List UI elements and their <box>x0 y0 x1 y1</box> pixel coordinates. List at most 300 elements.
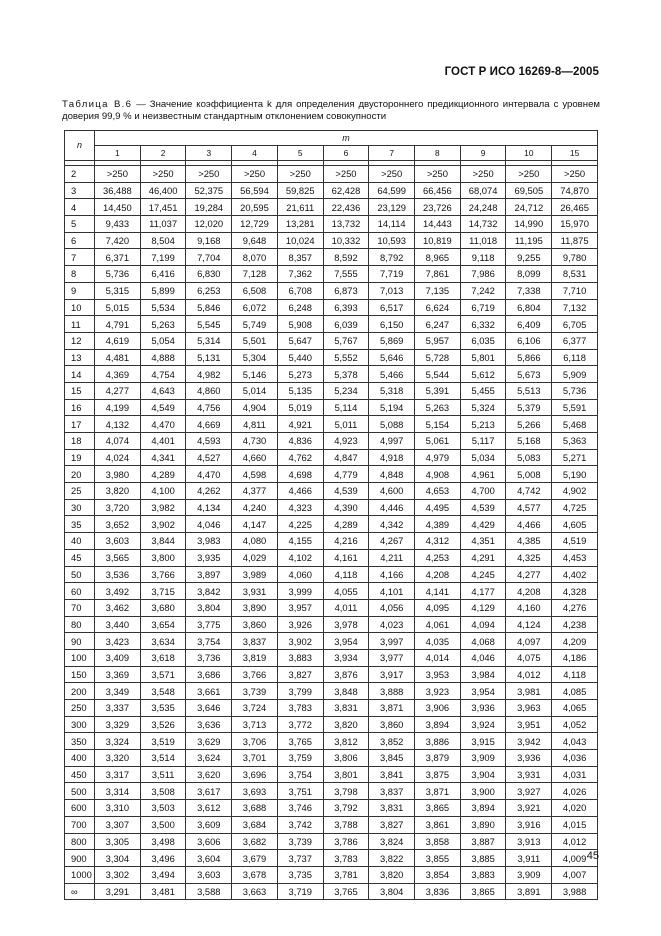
n-cell: 6 <box>65 232 95 249</box>
column-header-m-value: 9 <box>460 146 506 161</box>
k-value-cell: 11,875 <box>552 232 598 249</box>
k-value-cell: 19,284 <box>186 199 232 216</box>
table-row <box>65 633 598 650</box>
k-value-cell: 8,070 <box>232 249 278 266</box>
k-value-cell: 5,612 <box>460 366 506 383</box>
n-cell: 9 <box>65 282 95 299</box>
k-value-cell: 3,906 <box>415 700 461 717</box>
k-value-cell: 3,500 <box>140 816 186 833</box>
k-value-cell: 4,527 <box>186 449 232 466</box>
k-value-cell: 3,931 <box>506 766 552 783</box>
k-value-cell: 3,620 <box>186 766 232 783</box>
k-value-cell: 4,811 <box>232 416 278 433</box>
k-value-cell: 4,470 <box>140 416 186 433</box>
k-value-cell: 5,314 <box>186 332 232 349</box>
table-row <box>65 399 598 416</box>
n-cell: 16 <box>65 399 95 416</box>
k-value-cell: 5,318 <box>369 382 415 399</box>
k-value-cell: 3,736 <box>186 649 232 666</box>
table-row <box>65 249 598 266</box>
n-cell: 25 <box>65 483 95 500</box>
k-value-cell: 4,600 <box>369 483 415 500</box>
k-value-cell: 7,128 <box>232 266 278 283</box>
k-value-cell: 5,011 <box>323 416 369 433</box>
k-value-cell: 5,194 <box>369 399 415 416</box>
k-value-cell: 6,072 <box>232 299 278 316</box>
k-value-cell: 3,565 <box>95 549 141 566</box>
k-value-cell: 3,772 <box>277 716 323 733</box>
k-value-cell: 14,732 <box>460 216 506 233</box>
k-value-cell: 62,428 <box>323 182 369 199</box>
k-value-cell: 3,519 <box>140 733 186 750</box>
k-value-cell: 6,708 <box>277 282 323 299</box>
k-value-cell: 5,088 <box>369 416 415 433</box>
n-cell: 5 <box>65 216 95 233</box>
table-row <box>65 850 598 867</box>
k-value-cell: 3,786 <box>323 833 369 850</box>
k-value-cell: 3,820 <box>369 866 415 883</box>
table-row <box>65 216 598 233</box>
k-value-cell: 4,253 <box>415 549 461 566</box>
k-value-cell: 5,468 <box>552 416 598 433</box>
k-value-cell: 4,847 <box>323 449 369 466</box>
k-value-cell: 5,263 <box>140 316 186 333</box>
k-value-cell: 3,855 <box>415 850 461 867</box>
k-value-cell: 5,646 <box>369 349 415 366</box>
n-cell: 12 <box>65 332 95 349</box>
k-value-cell: 3,875 <box>415 766 461 783</box>
table-row <box>65 516 598 533</box>
k-value-cell: 3,349 <box>95 683 141 700</box>
k-value-cell: 3,423 <box>95 633 141 650</box>
k-value-cell: 3,766 <box>140 566 186 583</box>
k-value-cell: 26,465 <box>552 199 598 216</box>
k-value-cell: 4,756 <box>186 399 232 416</box>
k-value-cell: 9,780 <box>552 249 598 266</box>
k-value-cell: 4,014 <box>415 649 461 666</box>
k-value-cell: 3,302 <box>95 866 141 883</box>
k-value-cell: 4,129 <box>460 599 506 616</box>
k-value-cell: 3,765 <box>323 883 369 900</box>
k-value-cell: 6,624 <box>415 299 461 316</box>
k-value-cell: 5,135 <box>277 382 323 399</box>
k-value-cell: 5,534 <box>140 299 186 316</box>
column-header-m-value: 6 <box>323 146 369 161</box>
k-value-cell: 3,822 <box>369 850 415 867</box>
k-value-cell: 64,599 <box>369 182 415 199</box>
k-value-cell: 4,762 <box>277 449 323 466</box>
table-row <box>65 750 598 767</box>
k-value-cell: 4,791 <box>95 316 141 333</box>
k-value-cell: 9,648 <box>232 232 278 249</box>
k-value-cell: 4,060 <box>277 566 323 583</box>
k-value-cell: 3,951 <box>506 716 552 733</box>
k-value-cell: 4,539 <box>323 483 369 500</box>
k-value-cell: 5,154 <box>415 416 461 433</box>
k-value-cell: 6,393 <box>323 299 369 316</box>
k-value-cell: 3,876 <box>323 666 369 683</box>
k-value-cell: 4,519 <box>552 533 598 550</box>
k-value-cell: 3,861 <box>415 816 461 833</box>
k-value-cell: 3,837 <box>369 783 415 800</box>
k-value-cell: 4,979 <box>415 449 461 466</box>
k-value-cell: 4,015 <box>552 816 598 833</box>
n-cell: ∞ <box>65 883 95 900</box>
k-value-cell: 5,014 <box>232 382 278 399</box>
n-cell: 100 <box>65 649 95 666</box>
table-row <box>65 232 598 249</box>
k-value-cell: 4,031 <box>552 766 598 783</box>
k-value-cell: 3,754 <box>277 766 323 783</box>
table-row <box>65 466 598 483</box>
k-value-cell: >250 <box>506 166 552 183</box>
k-value-cell: 3,369 <box>95 666 141 683</box>
n-cell: 2 <box>65 166 95 183</box>
k-value-cell: 5,440 <box>277 349 323 366</box>
k-value-cell: 4,055 <box>323 583 369 600</box>
k-value-cell: 5,146 <box>232 366 278 383</box>
k-value-cell: 4,043 <box>552 733 598 750</box>
n-cell: 11 <box>65 316 95 333</box>
page-number: 45 <box>586 850 599 862</box>
k-value-cell: 4,754 <box>140 366 186 383</box>
table-row <box>65 833 598 850</box>
k-value-cell: 7,338 <box>506 282 552 299</box>
k-value-cell: 4,094 <box>460 616 506 633</box>
k-value-cell: 4,698 <box>277 466 323 483</box>
k-value-cell: 3,988 <box>552 883 598 900</box>
column-header-m-value: 8 <box>415 146 461 161</box>
k-value-cell: 3,820 <box>323 716 369 733</box>
k-value-cell: 4,389 <box>415 516 461 533</box>
k-value-cell: 4,289 <box>140 466 186 483</box>
k-value-cell: 6,377 <box>552 332 598 349</box>
k-value-cell: 3,900 <box>460 783 506 800</box>
n-cell: 600 <box>65 800 95 817</box>
n-cell: 150 <box>65 666 95 683</box>
n-cell: 500 <box>65 783 95 800</box>
k-value-cell: 4,134 <box>186 499 232 516</box>
column-header-m-value: 4 <box>232 146 278 161</box>
k-value-cell: 4,075 <box>506 649 552 666</box>
table-row <box>65 616 598 633</box>
k-value-cell: 4,577 <box>506 499 552 516</box>
k-value-cell: 4,730 <box>232 433 278 450</box>
k-value-cell: 4,619 <box>95 332 141 349</box>
k-value-cell: 3,746 <box>277 800 323 817</box>
k-value-cell: 6,039 <box>323 316 369 333</box>
table-row <box>65 533 598 550</box>
k-value-cell: 7,132 <box>552 299 598 316</box>
k-value-cell: 3,682 <box>232 833 278 850</box>
k-value-cell: 4,742 <box>506 483 552 500</box>
k-value-cell: 3,935 <box>186 549 232 566</box>
column-header-m-value: 15 <box>552 146 598 161</box>
table-row <box>65 566 598 583</box>
k-value-cell: 3,879 <box>415 750 461 767</box>
k-value-cell: 3,701 <box>232 750 278 767</box>
k-value-cell: 4,669 <box>186 416 232 433</box>
table-row <box>65 866 598 883</box>
k-value-cell: 5,908 <box>277 316 323 333</box>
n-cell: 800 <box>65 833 95 850</box>
k-value-cell: 5,866 <box>506 349 552 366</box>
k-value-cell: 4,036 <box>552 750 598 767</box>
k-value-cell: 3,860 <box>369 716 415 733</box>
k-value-cell: 3,963 <box>506 700 552 717</box>
k-value-cell: 5,083 <box>506 449 552 466</box>
k-value-cell: 3,494 <box>140 866 186 883</box>
n-cell: 4 <box>65 199 95 216</box>
k-value-cell: 11,018 <box>460 232 506 249</box>
k-value-cell: 3,824 <box>369 833 415 850</box>
k-value-cell: 3,739 <box>277 833 323 850</box>
k-value-cell: 8,504 <box>140 232 186 249</box>
k-value-cell: 3,492 <box>95 583 141 600</box>
k-value-cell: 3,314 <box>95 783 141 800</box>
k-value-cell: 3,887 <box>460 833 506 850</box>
k-value-cell: 5,379 <box>506 399 552 416</box>
k-value-cell: 3,680 <box>140 599 186 616</box>
k-value-cell: 6,035 <box>460 332 506 349</box>
k-value-cell: >250 <box>415 166 461 183</box>
k-value-cell: 14,443 <box>415 216 461 233</box>
k-value-cell: 5,117 <box>460 433 506 450</box>
k-value-cell: 6,247 <box>415 316 461 333</box>
k-value-cell: 7,420 <box>95 232 141 249</box>
k-value-cell: 6,371 <box>95 249 141 266</box>
k-value-cell: 23,726 <box>415 199 461 216</box>
column-header-m: m <box>95 131 598 146</box>
n-cell: 60 <box>65 583 95 600</box>
k-value-cell: 4,351 <box>460 533 506 550</box>
table-row <box>65 800 598 817</box>
k-value-cell: 3,916 <box>506 816 552 833</box>
k-value-cell: 4,643 <box>140 382 186 399</box>
k-value-cell: 12,020 <box>186 216 232 233</box>
k-value-cell: 3,798 <box>323 783 369 800</box>
k-value-cell: 6,517 <box>369 299 415 316</box>
k-value-cell: 10,024 <box>277 232 323 249</box>
k-value-cell: 3,819 <box>232 649 278 666</box>
k-value-cell: 3,931 <box>232 583 278 600</box>
k-value-cell: 7,719 <box>369 266 415 283</box>
k-value-cell: 5,736 <box>95 266 141 283</box>
k-value-cell: 4,904 <box>232 399 278 416</box>
k-value-cell: 5,801 <box>460 349 506 366</box>
k-value-cell: 8,592 <box>323 249 369 266</box>
n-cell: 50 <box>65 566 95 583</box>
k-value-cell: 3,924 <box>460 716 506 733</box>
k-value-cell: 4,289 <box>323 516 369 533</box>
k-value-cell: 7,710 <box>552 282 598 299</box>
k-value-cell: 4,495 <box>415 499 461 516</box>
k-value-cell: 4,245 <box>460 566 506 583</box>
k-value-cell: 3,629 <box>186 733 232 750</box>
n-cell: 90 <box>65 633 95 650</box>
k-value-cell: 3,831 <box>323 700 369 717</box>
k-value-cell: 5,869 <box>369 332 415 349</box>
k-value-cell: 3,612 <box>186 800 232 817</box>
k-value-cell: 4,605 <box>552 516 598 533</box>
k-value-cell: 4,700 <box>460 483 506 500</box>
k-value-cell: 3,775 <box>186 616 232 633</box>
k-value-cell: 5,391 <box>415 382 461 399</box>
n-cell: 13 <box>65 349 95 366</box>
k-value-cell: 4,166 <box>369 566 415 583</box>
n-cell: 70 <box>65 599 95 616</box>
k-value-cell: 3,804 <box>186 599 232 616</box>
k-value-cell: 7,362 <box>277 266 323 283</box>
k-value-cell: 6,409 <box>506 316 552 333</box>
k-value-cell: 4,132 <box>95 416 141 433</box>
k-value-cell: 3,305 <box>95 833 141 850</box>
k-value-cell: 4,277 <box>506 566 552 583</box>
k-value-cell: 3,617 <box>186 783 232 800</box>
k-value-cell: 3,897 <box>186 566 232 583</box>
k-value-cell: 3,827 <box>277 666 323 683</box>
n-cell: 300 <box>65 716 95 733</box>
n-cell: 900 <box>65 850 95 867</box>
table-caption-text: — Значение коэффициента k для определения двустороннего предикционного интервала с уровнем доверия 99,9 % и неизвестным стандартным отклонением совокупности <box>62 99 601 122</box>
k-value-cell: 4,860 <box>186 382 232 399</box>
k-value-cell: >250 <box>95 166 141 183</box>
k-value-cell: 3,536 <box>95 566 141 583</box>
k-value-cell: >250 <box>232 166 278 183</box>
n-cell: 80 <box>65 616 95 633</box>
k-value-cell: 46,400 <box>140 182 186 199</box>
k-value-cell: 3,858 <box>415 833 461 850</box>
k-value-cell: 3,409 <box>95 649 141 666</box>
k-value-cell: 5,304 <box>232 349 278 366</box>
k-value-cell: 3,983 <box>186 533 232 550</box>
k-value-cell: 4,385 <box>506 533 552 550</box>
k-value-cell: 3,724 <box>232 700 278 717</box>
k-value-cell: 3,890 <box>460 816 506 833</box>
table-row <box>65 733 598 750</box>
k-value-cell: 3,317 <box>95 766 141 783</box>
table-row <box>65 182 598 199</box>
k-value-cell: 4,921 <box>277 416 323 433</box>
column-header-m-value: 7 <box>369 146 415 161</box>
k-value-cell: >250 <box>552 166 598 183</box>
k-value-cell: 3,719 <box>277 883 323 900</box>
k-value-cell: 14,450 <box>95 199 141 216</box>
k-value-cell: 3,735 <box>277 866 323 883</box>
k-value-cell: 6,830 <box>186 266 232 283</box>
k-value-cell: 3,800 <box>140 549 186 566</box>
k-value-cell: 6,804 <box>506 299 552 316</box>
k-value-cell: 3,845 <box>369 750 415 767</box>
k-value-cell: 3,759 <box>277 750 323 767</box>
k-value-cell: 3,801 <box>323 766 369 783</box>
n-cell: 45 <box>65 549 95 566</box>
k-value-cell: 4,023 <box>369 616 415 633</box>
k-value-cell: 4,470 <box>186 466 232 483</box>
k-value-cell: 5,324 <box>460 399 506 416</box>
k-value-cell: 3,739 <box>232 683 278 700</box>
k-value-cell: 4,074 <box>95 433 141 450</box>
k-value-cell: 4,029 <box>232 549 278 566</box>
k-value-cell: 3,652 <box>95 516 141 533</box>
k-value-cell: 3,696 <box>232 766 278 783</box>
table-row <box>65 766 598 783</box>
k-value-cell: 7,013 <box>369 282 415 299</box>
k-value-cell: 14,114 <box>369 216 415 233</box>
k-value-cell: 3,514 <box>140 750 186 767</box>
k-value-cell: 3,792 <box>323 800 369 817</box>
k-value-cell: 6,705 <box>552 316 598 333</box>
k-value-cell: 4,068 <box>460 633 506 650</box>
n-cell: 17 <box>65 416 95 433</box>
table-row <box>65 416 598 433</box>
k-value-cell: 10,819 <box>415 232 461 249</box>
k-value-cell: 4,888 <box>140 349 186 366</box>
k-value-cell: 3,511 <box>140 766 186 783</box>
k-value-cell: 10,332 <box>323 232 369 249</box>
k-value-cell: 4,323 <box>277 499 323 516</box>
k-value-cell: 5,273 <box>277 366 323 383</box>
k-value-cell: 4,238 <box>552 616 598 633</box>
k-value-cell: 4,240 <box>232 499 278 516</box>
k-value-cell: 3,766 <box>232 666 278 683</box>
k-value-cell: 3,548 <box>140 683 186 700</box>
k-value-cell: 4,918 <box>369 449 415 466</box>
k-value-cell: 9,118 <box>460 249 506 266</box>
k-value-cell: 3,783 <box>277 700 323 717</box>
k-value-cell: 4,209 <box>552 633 598 650</box>
k-value-cell: 3,888 <box>369 683 415 700</box>
k-value-cell: >250 <box>369 166 415 183</box>
k-value-cell: 3,291 <box>95 883 141 900</box>
k-value-cell: 4,056 <box>369 599 415 616</box>
k-value-cell: 3,894 <box>415 716 461 733</box>
k-value-cell: 3,911 <box>506 850 552 867</box>
k-value-cell: 3,799 <box>277 683 323 700</box>
k-value-cell: 3,496 <box>140 850 186 867</box>
k-value-cell: 4,466 <box>506 516 552 533</box>
k-value-cell: 3,654 <box>140 616 186 633</box>
k-value-cell: 3,804 <box>369 883 415 900</box>
k-value-cell: 5,266 <box>506 416 552 433</box>
k-value-cell: 4,177 <box>460 583 506 600</box>
table-row <box>65 366 598 383</box>
n-cell: 14 <box>65 366 95 383</box>
k-value-cell: 3,498 <box>140 833 186 850</box>
n-cell: 8 <box>65 266 95 283</box>
n-cell: 7 <box>65 249 95 266</box>
k-value-cell: 3,871 <box>369 700 415 717</box>
k-value-cell: 3,337 <box>95 700 141 717</box>
k-value-cell: 4,046 <box>460 649 506 666</box>
k-value-cell: 8,792 <box>369 249 415 266</box>
k-value-cell: 5,114 <box>323 399 369 416</box>
k-value-cell: 5,034 <box>460 449 506 466</box>
k-value-cell: 5,378 <box>323 366 369 383</box>
k-value-cell: 66,456 <box>415 182 461 199</box>
k-value-cell: 4,097 <box>506 633 552 650</box>
k-value-cell: 4,342 <box>369 516 415 533</box>
k-value-cell: 4,035 <box>415 633 461 650</box>
k-value-cell: 8,357 <box>277 249 323 266</box>
table-row <box>65 166 598 183</box>
n-cell: 350 <box>65 733 95 750</box>
k-value-cell: 3,737 <box>277 850 323 867</box>
k-value-cell: 23,129 <box>369 199 415 216</box>
k-value-cell: 4,277 <box>95 382 141 399</box>
k-value-cell: 5,466 <box>369 366 415 383</box>
coefficient-table <box>64 130 598 900</box>
